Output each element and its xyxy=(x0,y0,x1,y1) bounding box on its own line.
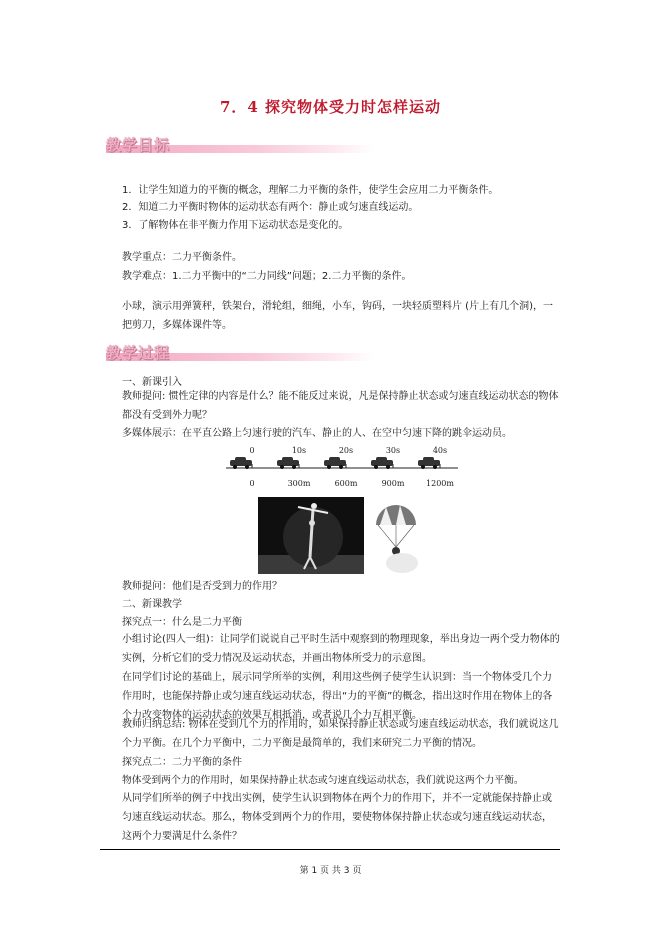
distance-label: 900m xyxy=(381,479,405,488)
group-discussion: 小组讨论(四人一组)：让同学们说说自己平时生活中观察到的物理现象，举出身边一两个受力物体的实例，分析它们的受力情况及运动状态，并画出物体所受力的示意图。 xyxy=(122,634,560,664)
intro-question: 教师提问: 惯性定律的内容是什么？能不能反过来说，凡是保持静止状态或匀速直线运动状态的物体都没有受到外力呢？ xyxy=(122,391,559,421)
car-icon xyxy=(230,457,252,469)
banner-label: 教学过程 xyxy=(106,344,171,362)
footer-rule xyxy=(100,849,560,850)
time-label: 10s xyxy=(291,446,307,455)
banner-label: 教学目标 xyxy=(106,136,171,154)
explore-point-1: 探究点一：什么是二力平衡 xyxy=(122,617,242,628)
parachute-photo xyxy=(372,497,420,574)
page-footer: 第 1 页 共 3 页 xyxy=(299,866,362,876)
distance-label: 0 xyxy=(249,479,255,488)
materials-paragraph: 小球，演示用弹簧秤，铁架台，滑轮组，细绳，小车，钩码，一块轻质塑料片 (片上有几个洞)，一把剪刀，多媒体课件等。 xyxy=(122,301,553,331)
paragraph-a: 在同学们讨论的基础上，展示同学所举的实例，利用这些例子使学生认识到：当一个物体受几个力作用时，也能保持静止或匀速直线运动状态，得出“力的平衡”的概念，指出这时作用在物体上的各个力改变物体的运动状态的效果互相抵消，或者说几个力互相平衡。 xyxy=(122,672,553,721)
section-banner-objectives xyxy=(106,134,374,158)
dancers-photo xyxy=(258,497,364,574)
car-motion-diagram xyxy=(222,444,462,490)
section-heading-intro: 一、新课引入 xyxy=(122,377,182,388)
time-label: 40s xyxy=(432,446,448,455)
objective-1: 1．让学生知道力的平衡的概念，理解二力平衡的条件，使学生会应用二力平衡条件。 xyxy=(122,185,499,196)
key-point: 教学重点：二力平衡条件。 xyxy=(122,252,242,263)
time-label: 30s xyxy=(385,446,401,455)
objective-2: 2．知道二力平衡时物体的运动状态有两个：静止或匀速直线运动。 xyxy=(122,202,419,213)
car-icon xyxy=(324,457,346,469)
section-banner-process xyxy=(106,342,374,366)
distance-label: 600m xyxy=(334,479,358,488)
explore-point-2: 探究点二：二力平衡的条件 xyxy=(122,757,242,768)
time-label: 20s xyxy=(338,446,354,455)
car-icon xyxy=(418,457,440,469)
distance-label: 1200m xyxy=(426,479,454,488)
media-display: 多媒体展示：在平直公路上匀速行驶的汽车、静止的人、在空中匀速下降的跳伞运动员。 xyxy=(122,428,512,439)
paragraph-c: 物体受到两个力的作用时，如果保持静止状态或匀速直线运动状态，我们就说这两个力平衡。 xyxy=(122,775,524,786)
distance-label: 300m xyxy=(287,479,311,488)
teacher-question-2: 教师提问：他们是否受到力的作用？ xyxy=(122,581,282,592)
objective-3: 3．了解物体在非平衡力作用下运动状态是变化的。 xyxy=(122,220,349,231)
car-icon xyxy=(277,457,299,469)
page-title: 7．4 探究物体受力时怎样运动 xyxy=(219,98,442,116)
paragraph-b: 教师归纳总结: 物体在受到几个力的作用时，如果保持静止状态或匀速直线运动状态，我们就说这几个力平衡。在几个力平衡中，二力平衡是最简单的，我们来研究二力平衡的情况。 xyxy=(122,719,559,749)
difficulty: 教学难点：1.二力平衡中的“二力同线”问题；2.二力平衡的条件。 xyxy=(122,271,412,282)
paragraph-d: 从同学们所举的例子中找出实例，使学生认识到物体在两个力的作用下，并不一定就能保持静止或匀速直线运动状态。那么，物体受到两个力的作用，要使物体保持静止状态或匀速直线运动状态，这两个力要满足什么条件？ xyxy=(122,793,552,842)
time-label: 0 xyxy=(249,446,255,455)
car-icon xyxy=(371,457,393,469)
section-heading-new: 二、新课教学 xyxy=(122,599,182,610)
